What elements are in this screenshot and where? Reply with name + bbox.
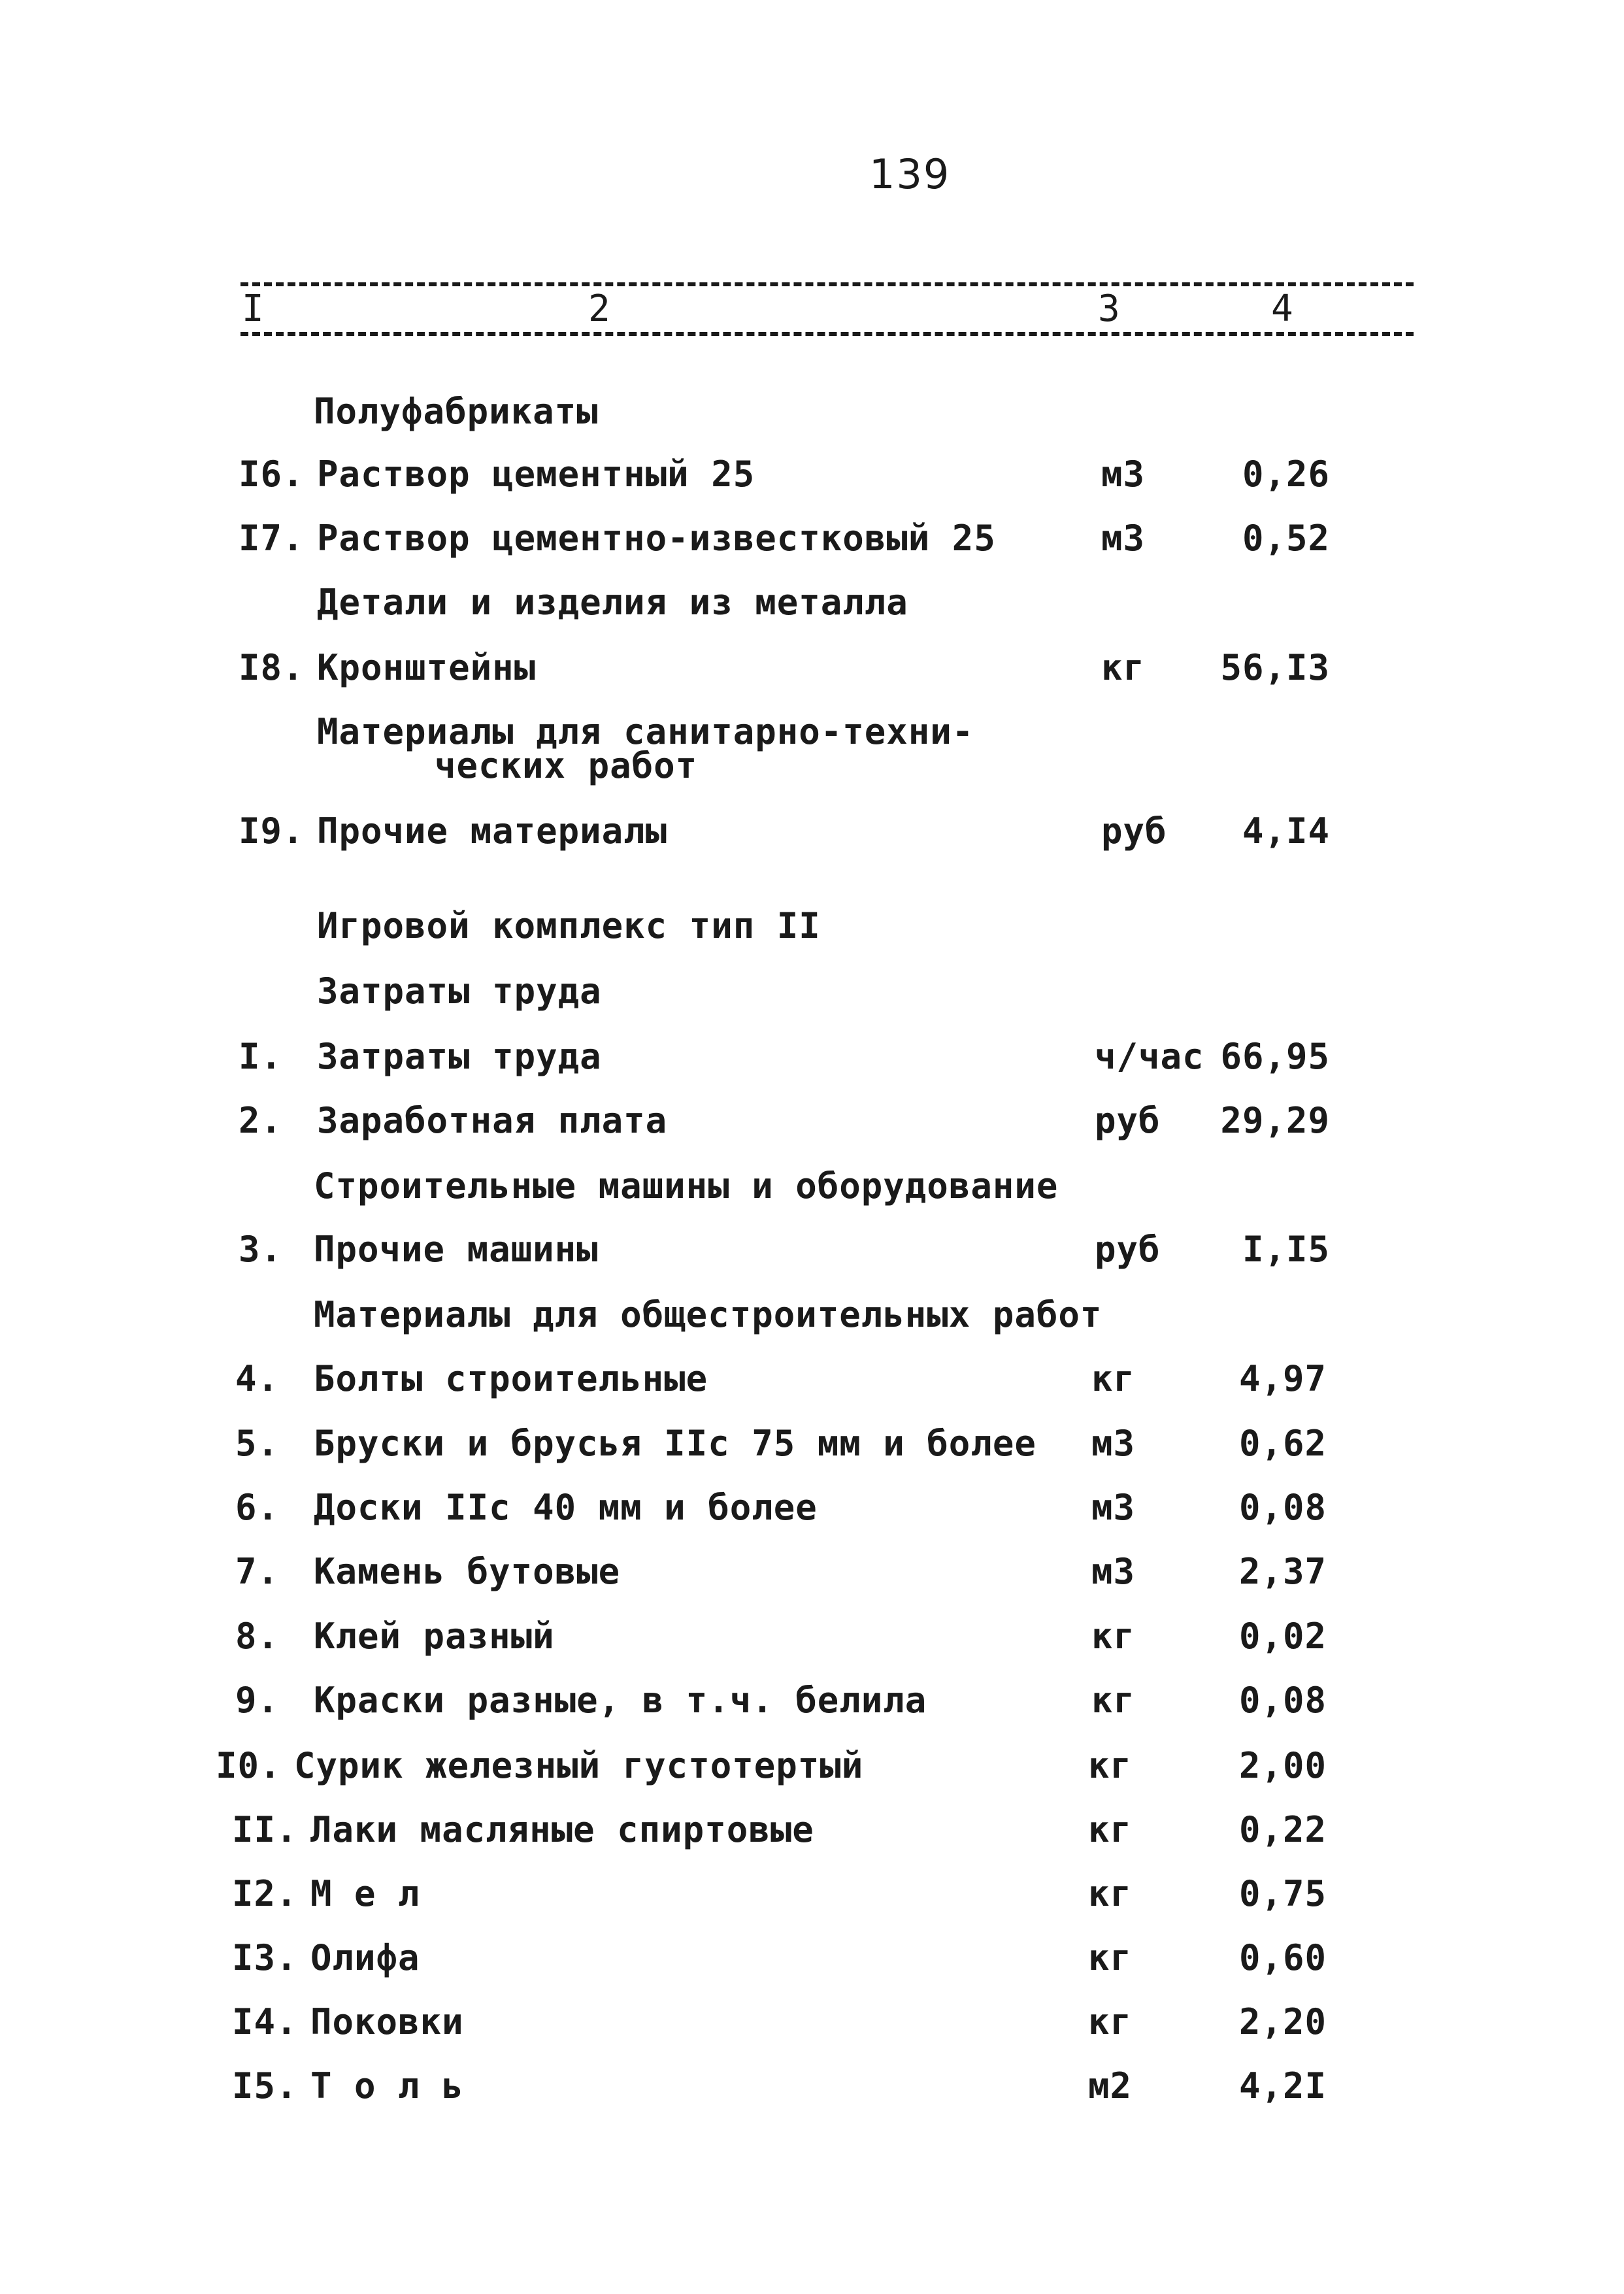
row-value: 0,08 (1238, 1680, 1327, 1721)
row-unit: кг (1088, 1745, 1133, 1786)
row-number: 5. (235, 1423, 280, 1464)
row-name: Доски IIс 40 мм и более (314, 1487, 818, 1528)
section-semi-finished: Полуфабрикаты (314, 391, 599, 432)
section-sanitary-line-2: ческих работ (435, 745, 698, 786)
row-unit: м3 (1101, 454, 1146, 495)
row-unit: руб (1095, 1229, 1161, 1270)
row-number: I5. (232, 2065, 298, 2106)
table-header-bottom-rule (240, 332, 1414, 336)
row-value: 0,02 (1238, 1616, 1327, 1657)
row-value: 4,97 (1238, 1358, 1327, 1399)
row-name: Клей разный (314, 1616, 555, 1657)
row-value: 4,I4 (1242, 810, 1330, 852)
row-name: Т о л ь (310, 2065, 464, 2106)
row-number: I. (239, 1036, 283, 1077)
section-labor: Затраты труда (317, 971, 602, 1012)
row-name: Олифа (310, 1937, 420, 1978)
row-unit: кг (1088, 1873, 1133, 1914)
row-name: Лаки масляные спиртовые (310, 1809, 814, 1850)
row-name: Сурик железный густотертый (294, 1745, 864, 1786)
row-number: I8. (239, 647, 305, 688)
row-value: 0,62 (1238, 1423, 1327, 1464)
row-number: 2. (239, 1100, 283, 1141)
row-value: 0,08 (1238, 1487, 1327, 1528)
row-name: Поковки (310, 2001, 464, 2042)
row-unit: ч/час (1095, 1036, 1204, 1077)
row-unit: кг (1088, 1809, 1133, 1850)
row-unit: м3 (1091, 1487, 1136, 1528)
row-name: Раствор цементный 25 (317, 454, 755, 495)
row-unit: руб (1101, 810, 1167, 852)
row-name: Заработная плата (317, 1100, 668, 1141)
row-number: I6. (239, 454, 305, 495)
section-metal-parts: Детали и изделия из металла (317, 582, 908, 623)
row-name: Прочие машины (314, 1229, 599, 1270)
row-name: Кронштейны (317, 647, 537, 688)
row-value: 56,I3 (1220, 647, 1330, 688)
row-name: Болты строительные (314, 1358, 708, 1399)
row-number: I4. (232, 2001, 298, 2042)
column-header-4: 4 (1271, 288, 1293, 330)
page-number: 139 (869, 150, 951, 198)
row-value: 29,29 (1220, 1100, 1330, 1141)
section-sanitary-line-1: Материалы для санитарно-техни- (317, 711, 974, 752)
column-header-1: I (242, 288, 264, 330)
row-value: 4,2I (1238, 2065, 1327, 2106)
row-number: 7. (235, 1551, 280, 1592)
row-unit: м3 (1101, 518, 1146, 559)
section-machines: Строительные машины и оборудование (314, 1165, 1059, 1206)
row-value: I,I5 (1242, 1229, 1330, 1270)
row-unit: кг (1091, 1358, 1136, 1399)
row-value: 0,22 (1238, 1809, 1327, 1850)
row-unit: м2 (1088, 2065, 1133, 2106)
row-unit: кг (1101, 647, 1146, 688)
row-unit: кг (1091, 1680, 1136, 1721)
row-value: 0,52 (1242, 518, 1330, 559)
row-name: Затраты труда (317, 1036, 602, 1077)
row-value: 2,37 (1238, 1551, 1327, 1592)
row-value: 0,75 (1238, 1873, 1327, 1914)
row-name: Раствор цементно-известковый 25 (317, 518, 996, 559)
row-number: I9. (239, 810, 305, 852)
row-number: I2. (232, 1873, 298, 1914)
row-unit: кг (1088, 2001, 1133, 2042)
section-general-materials: Материалы для общестроительных работ (314, 1294, 1102, 1335)
column-header-3: 3 (1098, 288, 1120, 330)
row-name: Прочие материалы (317, 810, 668, 852)
row-value: 66,95 (1220, 1036, 1330, 1077)
table-header-top-rule (240, 282, 1414, 286)
row-number: I0. (216, 1745, 282, 1786)
row-name: Бруски и брусья IIс 75 мм и более (314, 1423, 1036, 1464)
row-number: 8. (235, 1616, 280, 1657)
column-header-2: 2 (588, 288, 610, 330)
row-number: 9. (235, 1680, 280, 1721)
complex-title: Игровой комплекс тип II (317, 905, 821, 946)
row-unit: м3 (1091, 1551, 1136, 1592)
row-unit: руб (1095, 1100, 1161, 1141)
row-value: 0,60 (1238, 1937, 1327, 1978)
row-name: М е л (310, 1873, 420, 1914)
row-number: 4. (235, 1358, 280, 1399)
row-value: 2,20 (1238, 2001, 1327, 2042)
row-name: Краски разные, в т.ч. белила (314, 1680, 927, 1721)
row-name: Камень бутовые (314, 1551, 621, 1592)
row-unit: кг (1088, 1937, 1133, 1978)
row-number: I3. (232, 1937, 298, 1978)
row-unit: кг (1091, 1616, 1136, 1657)
row-unit: м3 (1091, 1423, 1136, 1464)
row-number: 6. (235, 1487, 280, 1528)
row-number: I7. (239, 518, 305, 559)
row-value: 2,00 (1238, 1745, 1327, 1786)
row-value: 0,26 (1242, 454, 1330, 495)
row-number: II. (232, 1809, 298, 1850)
row-number: 3. (239, 1229, 283, 1270)
